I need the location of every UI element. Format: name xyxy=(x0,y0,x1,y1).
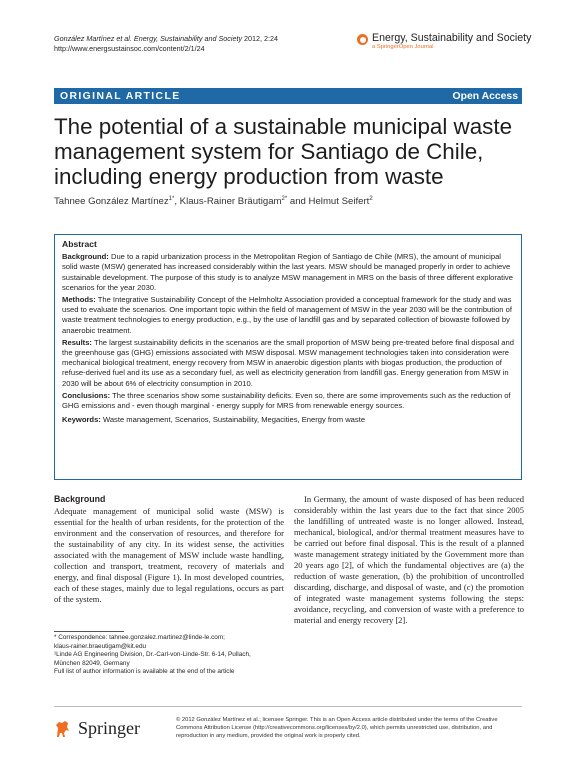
footnote-divider xyxy=(54,631,124,632)
article-title: The potential of a sustainable municipal waste management system for Santiago de Chile, including energy production from waste xyxy=(54,114,513,189)
footnote-line: Full list of author information is available at the end of the article xyxy=(54,668,235,676)
section-text: Waste management, Scenarios, Sustainability, Megacities, Energy from waste xyxy=(100,415,366,425)
publisher-name: Springer xyxy=(78,718,140,738)
section-text: The Integrative Sustainability Concept of the Helmholtz Association provided a conceptual framework for the study and was used to evaluate the scenarios. One important topic within the field of management of MSW in the year 2030 will be the contribution of waste treatment technologies to energy production, e.g., by the use of landfill gas and by separated collection of biowaste followed by anaerobic treatment. xyxy=(62,295,512,335)
abstract-keywords xyxy=(62,415,514,425)
body-left-column xyxy=(54,494,284,605)
article-url[interactable]: http://www.energsustainsoc.com/content/2/1/24 xyxy=(54,43,205,53)
author-separator: and xyxy=(287,196,309,208)
article-type: ORIGINAL ARTICLE xyxy=(60,90,181,102)
springer-horse-icon xyxy=(54,719,72,739)
author-affiliation-mark: 2* xyxy=(281,196,288,202)
author-name: Klaus-Rainer Bräutigam xyxy=(179,196,282,208)
abstract-background xyxy=(62,252,514,293)
section-text: The three scenarios show some sustainability deficits. Even so, there are some improvements such as the reduction of GHG emissions and - even though marginal - energy supply for MRS from renewable energy sources. xyxy=(62,390,511,411)
springer-logo xyxy=(54,718,140,739)
section-text: Due to a rapid urbanization process in the Metropolitan Region of Santiago de Chile (MRS), the amount of municipal solid waste (MSW) generated has increased considerably within the last years. MSW should be managed properly in order to achieve sustainable development. The purpose of this study is to analyze MSW management in MRS on the basis of three different explorative scenarios for the year 2030. xyxy=(62,252,513,292)
author-separator: , xyxy=(174,196,180,208)
author-name: Tahnee González Martínez xyxy=(54,196,169,208)
abstract-conclusions xyxy=(62,391,514,411)
open-access-label: Open Access xyxy=(452,90,518,102)
author-list xyxy=(54,196,373,207)
body-right-column xyxy=(294,494,524,626)
body-paragraph: Adequate management of municipal solid waste (MSW) is essential for the health of urban residents, for the protection of the environment and the conservation of resources, and therefore for the sustainability of any city. In its widest sense, the activities associated with the management of MSW include waste handling, collection and transport, treatment, recovery of materials and energy, and final disposal (Figure 1). In most developed countries, each of these stages, mainly due to legal regulations, occurs as part of the system. xyxy=(54,506,284,604)
citation-text: González Martínez et al. Energy, Sustainability and Society xyxy=(54,34,243,43)
section-label: Keywords: xyxy=(62,415,101,425)
abstract-heading: Abstract xyxy=(62,239,97,249)
footnote-line: ¹Linde AG Engineering Division, Dr.-Carl-von-Linde-Str. 6-14, Pullach, xyxy=(54,651,251,659)
body-paragraph: In Germany, the amount of waste disposed of has been reduced considerably within the last years due to the fact that since 2005 the landfilling of untreated waste is no longer allowed. Instead, mechanical, biological, and/or thermal treatment measures have to be carried out before final disposal. This is the result of a planned waste management strategy initiated by the Government more than 20 years ago [2], of which the fundamental objectives are (a) the reduction of waste generation, (b) the prohibition of uncontrolled discarding, discharge, and disposal of waste, and (c) the promotion of integrated waste management systems following the steps: avoidance, recycling, and conversion of waste with a preference to material and energy recovery [2]. xyxy=(294,494,524,625)
author-affiliation-mark: 1* xyxy=(168,196,175,202)
journal-name: Energy, Sustainability and Society xyxy=(372,32,532,44)
section-label: Results: xyxy=(62,337,92,347)
journal-logo xyxy=(357,32,531,51)
footer-divider xyxy=(54,706,522,707)
abstract-results xyxy=(62,338,514,389)
section-heading: Background xyxy=(54,494,106,504)
footnote-line: München 82049, Germany xyxy=(54,659,130,667)
section-text: The largest sustainability deficits in the scenarios are the small proportion of MSW being pre-treated before final disposal and the greenhouse gas (GHG) emissions associated with MSW disposal. MSW management technologies taken into consideration were mechanical biological treatment, energy recovery from MSW in anaerobic digestion plants with biogas production, the production of refuse-derived fuel and its use as a secondary fuel, as well as electricity generation from landfill gas. Energy generation from MSW in 2030 will be about 6% of electricity consumption in 2010. xyxy=(62,337,514,388)
author-name: Helmut Seifert xyxy=(308,196,370,208)
section-label: Background: xyxy=(62,252,109,262)
section-label: Methods: xyxy=(62,295,96,305)
section-label: Conclusions: xyxy=(62,390,111,400)
article-type-banner xyxy=(54,88,522,104)
author-affiliation-mark: 2 xyxy=(369,196,373,202)
license-text: © 2012 González Martínez et al.; licensee Springer. This is an Open Access article distributed under the terms of the Creative Commons Attribution License (http://creativecommons.org/licenses/by/2.0), which permits unrestricted use, distribution, and reproduction in any medium, provided the original work is properly cited. xyxy=(176,717,498,740)
citation-volume: 2012, 2:24 xyxy=(242,34,279,43)
footnote-line: * Correspondence: tahnee.gonzalez.martinez@linde-le.com; xyxy=(54,634,225,641)
abstract-box xyxy=(54,234,522,480)
footnote-line: klaus-rainer.braeutigam@kit.edu xyxy=(54,642,147,650)
springeropen-icon xyxy=(357,34,368,45)
footnotes xyxy=(54,634,284,677)
citation-header xyxy=(54,34,278,53)
abstract-methods xyxy=(62,295,514,336)
journal-subtitle: a SpringerOpen Journal xyxy=(372,44,434,50)
